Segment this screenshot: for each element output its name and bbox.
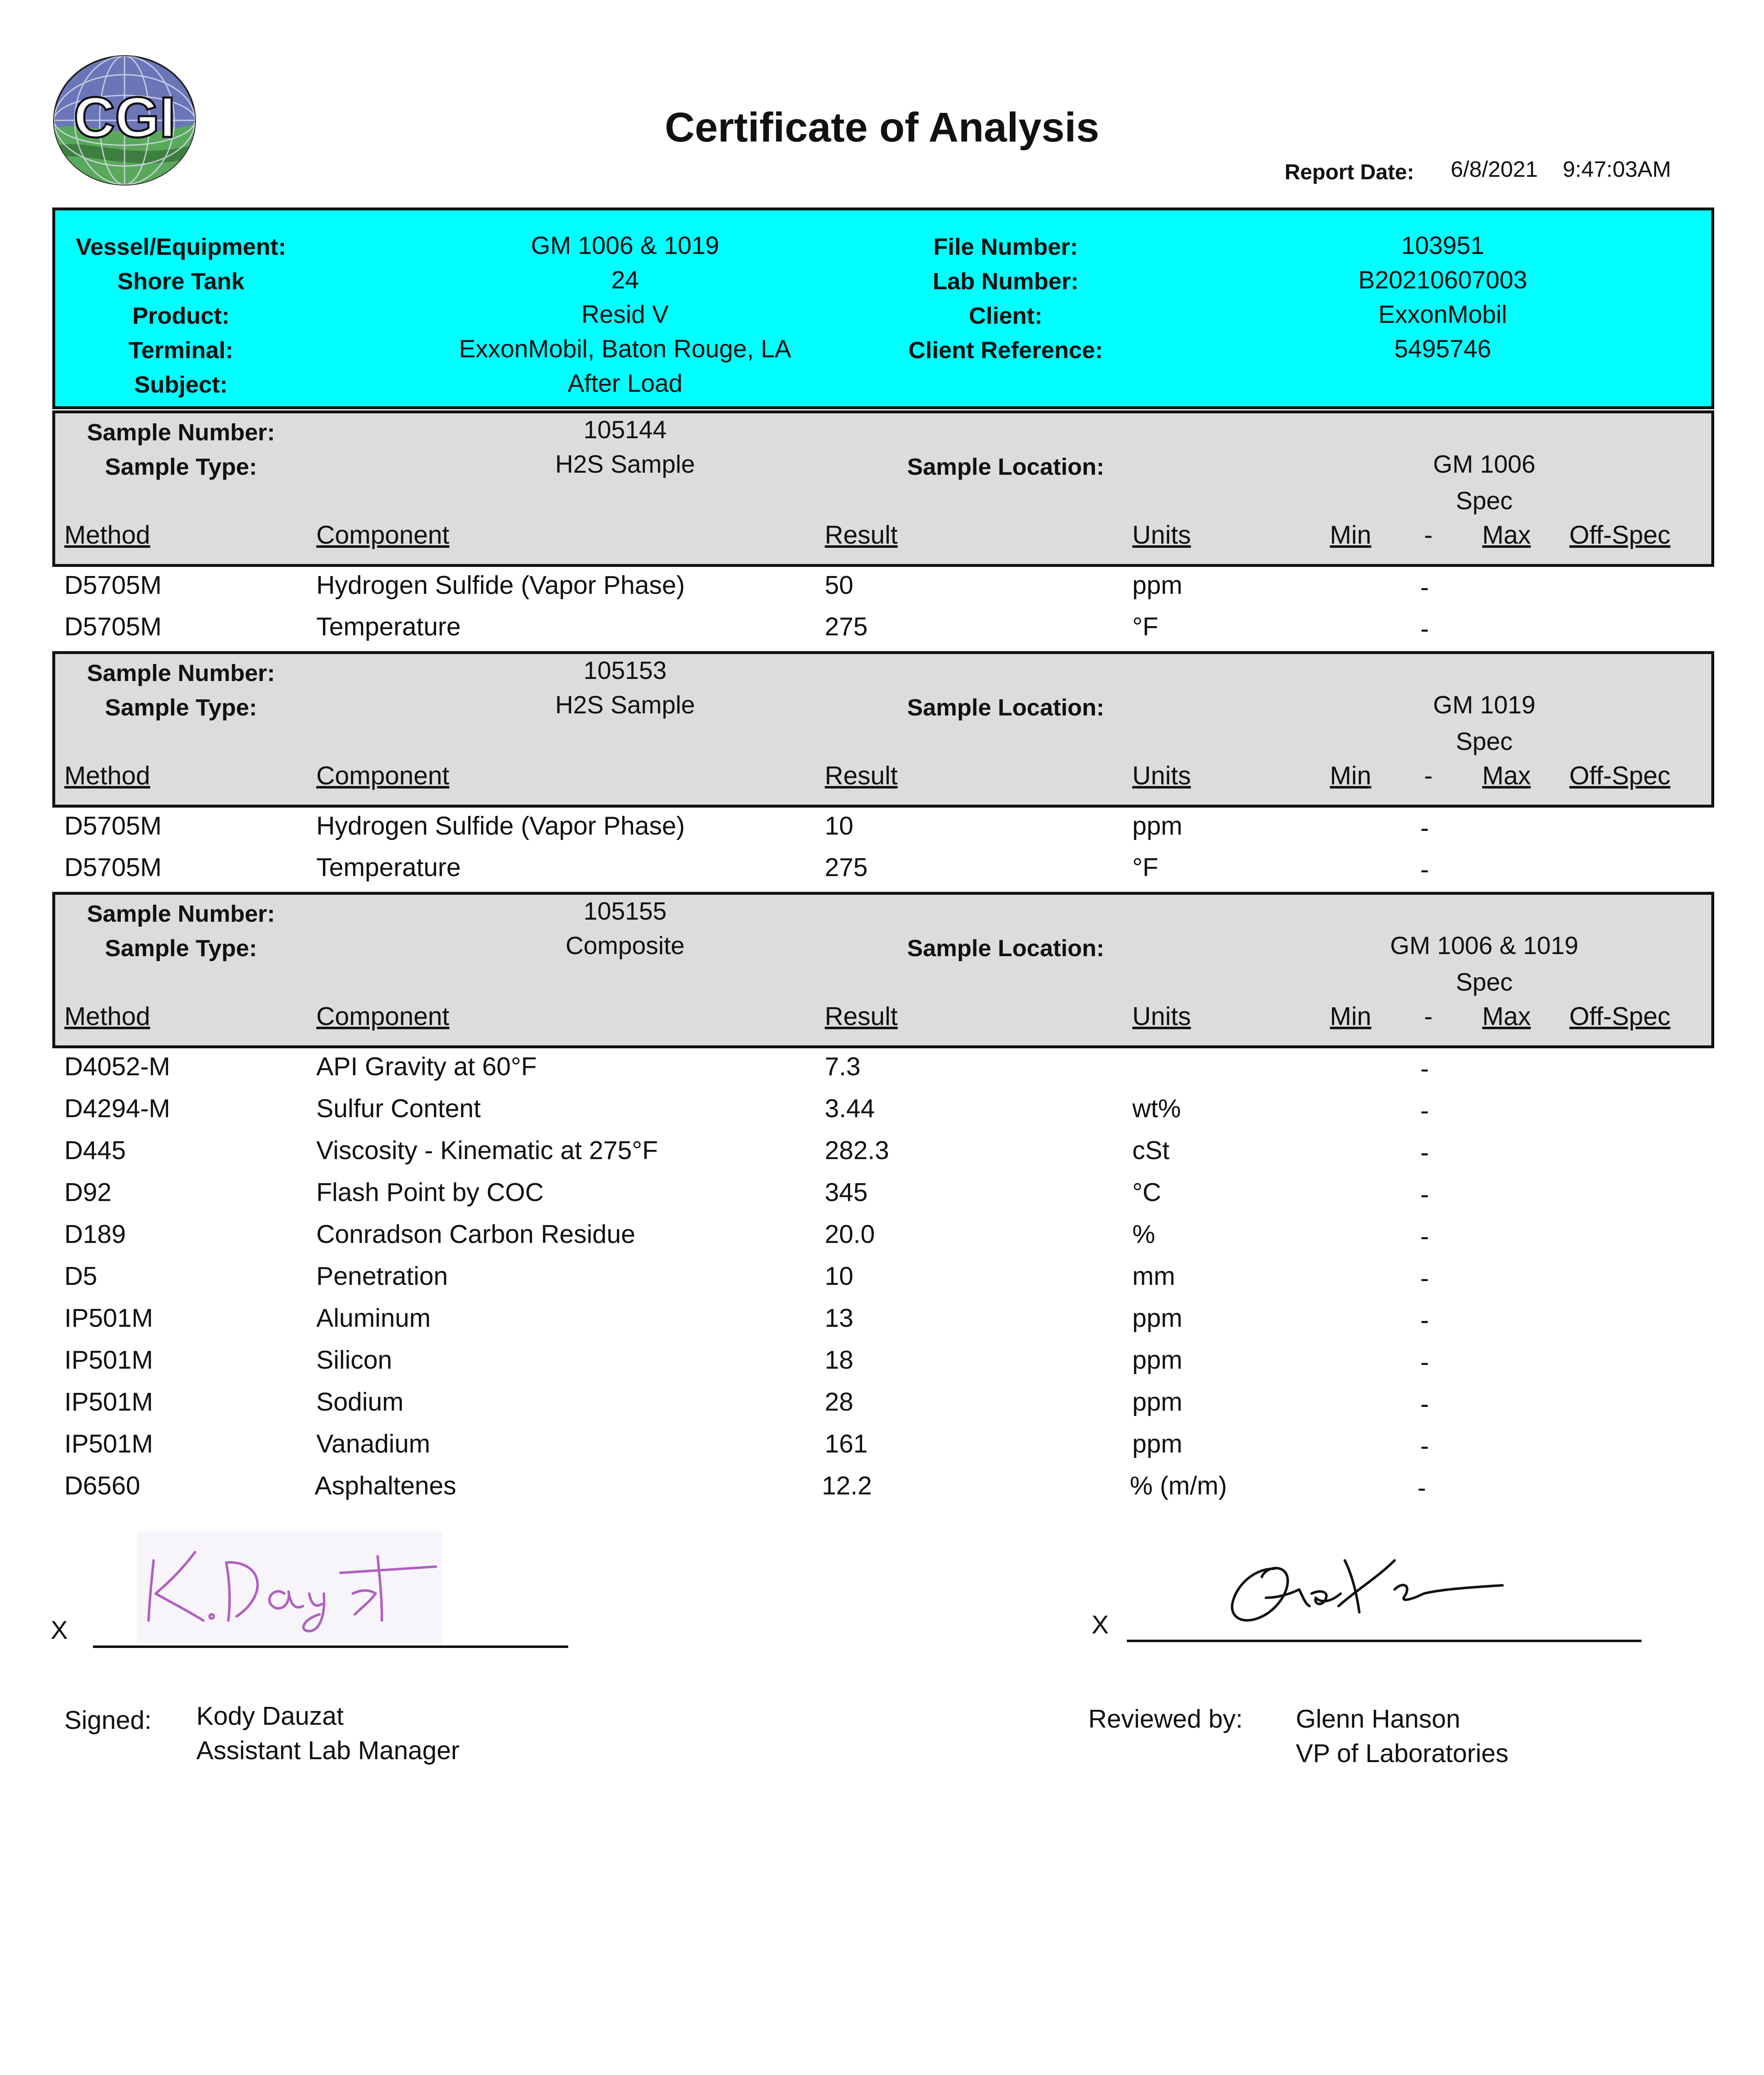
spec-label: Spec [1456,487,1513,515]
sample-header-2 [52,651,1714,808]
row-result: 7.3 [825,1052,861,1081]
row-method: D445 [64,1136,126,1165]
row-units: % [1132,1220,1156,1249]
row-method: IP501M [64,1388,153,1416]
row-method: IP501M [64,1346,153,1374]
sample-location-value: GM 1006 & 1019 [1390,932,1578,959]
row-units: cSt [1132,1136,1170,1165]
row-spec: - [1420,1432,1429,1460]
sample-type-value: H2S Sample [555,450,695,478]
subject-label: Subject: [134,371,228,398]
sample-number-value: 105144 [583,416,667,444]
row-spec: - [1420,855,1429,884]
row-units: °F [1132,853,1158,882]
col-offspec: Off-Spec [1569,762,1671,790]
signer-title: Assistant Lab Manager [196,1736,460,1765]
row-spec: - [1420,1306,1429,1335]
product-value: Resid V [581,300,669,328]
shore-tank-label: Shore Tank [117,268,245,295]
sample-type-value: Composite [565,932,685,959]
row-units: mm [1132,1262,1175,1291]
row-component: Hydrogen Sulfide (Vapor Phase) [316,812,685,840]
row-result: 3.44 [825,1094,875,1123]
row-result: 10 [825,1262,853,1291]
vessel-label: Vessel/Equipment: [76,234,286,260]
terminal-label: Terminal: [128,337,234,364]
sample-header-1 [52,410,1714,567]
sample-number-label: Sample Number: [87,660,275,686]
sample-location-value: GM 1019 [1433,691,1536,719]
sample-location-label: Sample Location: [907,694,1104,721]
logo-text: CGI [73,85,176,149]
row-method: D5705M [64,853,162,882]
col-component: Component [316,521,450,549]
row-component: Vanadium [316,1430,430,1458]
col-method: Method [64,521,150,549]
row-result: 50 [825,571,853,600]
row-component: Temperature [316,853,461,882]
col-units: Units [1132,1002,1191,1031]
col-offspec: Off-Spec [1569,521,1671,549]
col-spec-dash: - [1424,1002,1433,1031]
col-units: Units [1132,762,1191,790]
client-reference-label: Client Reference: [908,337,1103,364]
signer-signature [137,1531,442,1643]
row-component: Conradson Carbon Residue [316,1220,635,1249]
row-component: Asphaltenes [315,1472,457,1500]
row-units: ppm [1132,571,1183,600]
row-result: 275 [825,613,868,641]
col-min: Min [1330,762,1371,790]
sample-location-label: Sample Location: [907,935,1104,962]
col-max: Max [1482,762,1531,790]
row-spec: - [1420,1348,1429,1377]
row-component: API Gravity at 60°F [316,1052,537,1081]
row-units: ppm [1132,812,1183,840]
sample-number-value: 105155 [583,897,667,925]
col-component: Component [316,762,450,790]
lab-number-label: Lab Number: [933,268,1079,295]
sample-header-3 [52,892,1714,1048]
reviewer-x-mark: X [1092,1611,1109,1639]
row-result: 12.2 [822,1472,872,1500]
row-units: °C [1132,1178,1161,1207]
row-component: Viscosity - Kinematic at 275°F [316,1136,658,1165]
report-date-label: Report Date: [1285,160,1415,184]
col-min: Min [1330,1002,1371,1031]
row-component: Penetration [316,1262,448,1291]
sample-type-label: Sample Type: [105,694,257,721]
vessel-value: GM 1006 & 1019 [531,232,719,259]
sample-type-label: Sample Type: [105,935,257,962]
product-label: Product: [132,303,230,329]
row-spec: - [1420,1222,1429,1251]
client-reference-value: 5495746 [1394,335,1491,363]
report-date: 6/8/2021 [1451,157,1538,182]
sample-type-label: Sample Type: [105,454,257,480]
signer-name: Kody Dauzat [196,1702,344,1731]
row-result: 28 [825,1388,853,1416]
row-method: D6560 [64,1472,140,1500]
spec-label: Spec [1456,968,1513,996]
row-result: 18 [825,1346,853,1374]
reviewer-title: VP of Laboratories [1296,1739,1509,1768]
row-units: ppm [1132,1388,1183,1416]
row-method: IP501M [64,1304,153,1333]
row-spec: - [1420,1390,1429,1418]
row-component: Sodium [316,1388,404,1416]
reviewer-name: Glenn Hanson [1296,1705,1461,1733]
row-method: D4294-M [64,1094,170,1123]
reviewed-by-label: Reviewed by: [1088,1705,1243,1733]
row-component: Hydrogen Sulfide (Vapor Phase) [316,571,685,600]
row-method: D92 [64,1178,112,1207]
row-spec: - [1420,1264,1429,1293]
col-min: Min [1330,521,1371,549]
col-method: Method [64,1002,150,1031]
sample-location-label: Sample Location: [907,454,1104,480]
row-units: °F [1132,613,1158,641]
col-spec-dash: - [1424,762,1433,790]
row-result: 345 [825,1178,868,1207]
row-spec: - [1420,573,1429,602]
row-result: 20.0 [825,1220,875,1249]
reviewer-signature-line [1127,1640,1642,1642]
report-time: 9:47:03AM [1563,157,1671,182]
row-units: ppm [1132,1304,1183,1333]
col-component: Component [316,1002,450,1031]
row-result: 13 [825,1304,853,1333]
col-result: Result [825,1002,898,1031]
reviewer-signature [1220,1536,1511,1639]
col-offspec: Off-Spec [1569,1002,1671,1031]
signed-label: Signed: [64,1706,152,1735]
row-method: D189 [64,1220,126,1249]
row-spec: - [1417,1474,1426,1502]
sample-location-value: GM 1006 [1433,450,1536,478]
row-method: D5705M [64,613,162,641]
lab-number-value: B20210607003 [1358,266,1527,294]
row-spec: - [1420,1055,1429,1083]
row-method: D5 [64,1262,98,1291]
row-component: Temperature [316,613,461,641]
row-spec: - [1420,1180,1429,1209]
subject-value: After Load [567,369,683,397]
col-method: Method [64,762,150,790]
row-spec: - [1420,814,1429,842]
col-spec-dash: - [1424,521,1433,549]
row-units: ppm [1132,1430,1183,1458]
col-units: Units [1132,521,1191,549]
page-title: Certificate of Analysis [665,104,1099,151]
shipment-info-box [52,208,1714,409]
row-result: 282.3 [825,1136,889,1165]
file-number-value: 103951 [1401,232,1485,259]
row-component: Flash Point by COC [316,1178,544,1207]
client-value: ExxonMobil [1378,300,1507,328]
sample-number-label: Sample Number: [87,419,275,446]
row-method: D5705M [64,812,162,840]
row-spec: - [1420,615,1429,643]
signer-x-mark: X [51,1616,68,1645]
row-component: Sulfur Content [316,1094,481,1123]
row-units: ppm [1132,1346,1183,1374]
row-component: Aluminum [316,1304,431,1333]
signer-signature-line [93,1645,568,1648]
col-max: Max [1482,521,1531,549]
col-max: Max [1482,1002,1531,1031]
sample-number-value: 105153 [583,657,667,684]
shore-tank-value: 24 [611,266,639,294]
row-spec: - [1420,1138,1429,1167]
row-result: 161 [825,1430,868,1458]
sample-number-label: Sample Number: [87,901,275,927]
row-spec: - [1420,1096,1429,1125]
col-result: Result [825,521,898,549]
row-method: D4052-M [64,1052,170,1081]
col-result: Result [825,762,898,790]
spec-label: Spec [1456,727,1513,755]
file-number-label: File Number: [933,234,1078,260]
row-method: IP501M [64,1430,153,1458]
terminal-value: ExxonMobil, Baton Rouge, LA [459,335,792,363]
row-result: 275 [825,853,868,882]
client-label: Client: [969,303,1043,329]
row-component: Silicon [316,1346,392,1374]
row-result: 10 [825,812,853,840]
row-units: wt% [1132,1094,1181,1123]
row-units: % (m/m) [1130,1472,1227,1500]
row-method: D5705M [64,571,162,600]
sample-type-value: H2S Sample [555,691,695,719]
